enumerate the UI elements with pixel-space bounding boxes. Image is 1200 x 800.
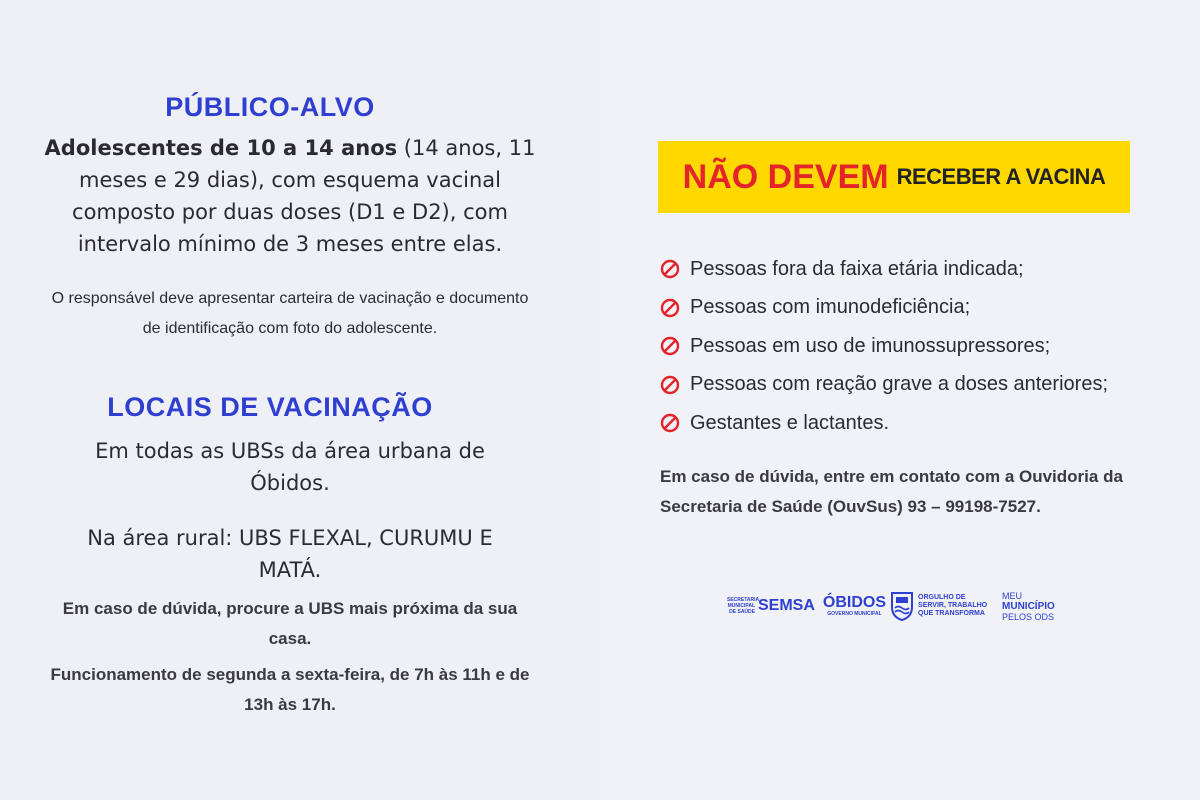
prohibited-icon bbox=[660, 259, 680, 279]
target-rest: (14 anos, 11 meses e 29 dias), com esquema vacinal composto por duas doses (D1 e D2), com intervalo mínimo de 3 meses entre elas. bbox=[72, 136, 536, 256]
warning-banner bbox=[658, 141, 1130, 213]
ods-logo bbox=[1002, 591, 1055, 622]
obidos-logo-text: ÓBIDOS bbox=[822, 593, 887, 611]
list-item-text: Pessoas com imunodeficiência; bbox=[690, 296, 971, 319]
ods-line-2: MUNICÍPIO bbox=[1002, 600, 1055, 612]
obidos-logo bbox=[823, 595, 886, 618]
prohibited-icon bbox=[660, 375, 680, 395]
locations-heading: LOCAIS DE VACINAÇÃO bbox=[107, 392, 433, 422]
prohibited-icon bbox=[660, 413, 680, 433]
exclusion-list bbox=[660, 250, 1180, 443]
list-item-text: Gestantes e lactantes. bbox=[690, 411, 890, 434]
contact-note: Em caso de dúvida, entre em contato com a Ouvidoria da Secretaria de Saúde (OuvSus) 93 – 99198-7527. bbox=[660, 467, 1123, 516]
logo-strip bbox=[727, 588, 1055, 624]
list-item-text: Pessoas em uso de imunossupressores; bbox=[690, 334, 1051, 357]
banner-strong: NÃO DEVEM bbox=[682, 157, 889, 196]
target-description bbox=[40, 132, 540, 260]
hours-note: Funcionamento de segunda a sexta-feira, de 7h às 11h e de 13h às 17h. bbox=[50, 665, 530, 714]
list-item bbox=[660, 250, 1180, 289]
responsible-note: O responsável deve apresentar carteira de vacinação e documento de identificação com foto do adolescente. bbox=[51, 290, 529, 337]
target-heading: PÚBLICO-ALVO bbox=[165, 92, 375, 122]
list-item bbox=[660, 289, 1180, 328]
semsa-logo: SEMSA bbox=[758, 597, 815, 614]
list-item-text: Pessoas fora da faixa etária indicada; bbox=[690, 257, 1024, 280]
list-item bbox=[660, 327, 1180, 366]
list-item bbox=[660, 404, 1180, 443]
urban-locations: Em todas as UBSs da área urbana de Óbidos. bbox=[95, 439, 485, 495]
governo-label: GOVERNO MUNICIPAL bbox=[827, 610, 882, 617]
ods-line-3: PELOS ODS bbox=[1002, 611, 1055, 622]
ods-line-1: MEU bbox=[1002, 590, 1023, 601]
list-item-text: Pessoas com reação grave a doses anteriores; bbox=[690, 373, 1108, 396]
rural-locations: Na área rural: UBS FLEXAL, CURUMU E MATÁ. bbox=[87, 526, 493, 582]
crest-icon bbox=[890, 591, 914, 621]
prohibited-icon bbox=[660, 298, 680, 318]
slogan-label: ORGULHO DE SERVIR, TRABALHO QUE TRANSFORMA bbox=[918, 594, 988, 617]
target-bold: Adolescentes de 10 a 14 anos bbox=[44, 136, 398, 160]
doubt-note: Em caso de dúvida, procure a UBS mais próxima da sua casa. bbox=[62, 599, 518, 648]
banner-rest: RECEBER A VACINA bbox=[896, 164, 1106, 189]
list-item bbox=[660, 366, 1180, 405]
prohibited-icon bbox=[660, 336, 680, 356]
secretaria-label: SECRETARIA MUNICIPAL DE SAÚDE bbox=[727, 597, 760, 615]
